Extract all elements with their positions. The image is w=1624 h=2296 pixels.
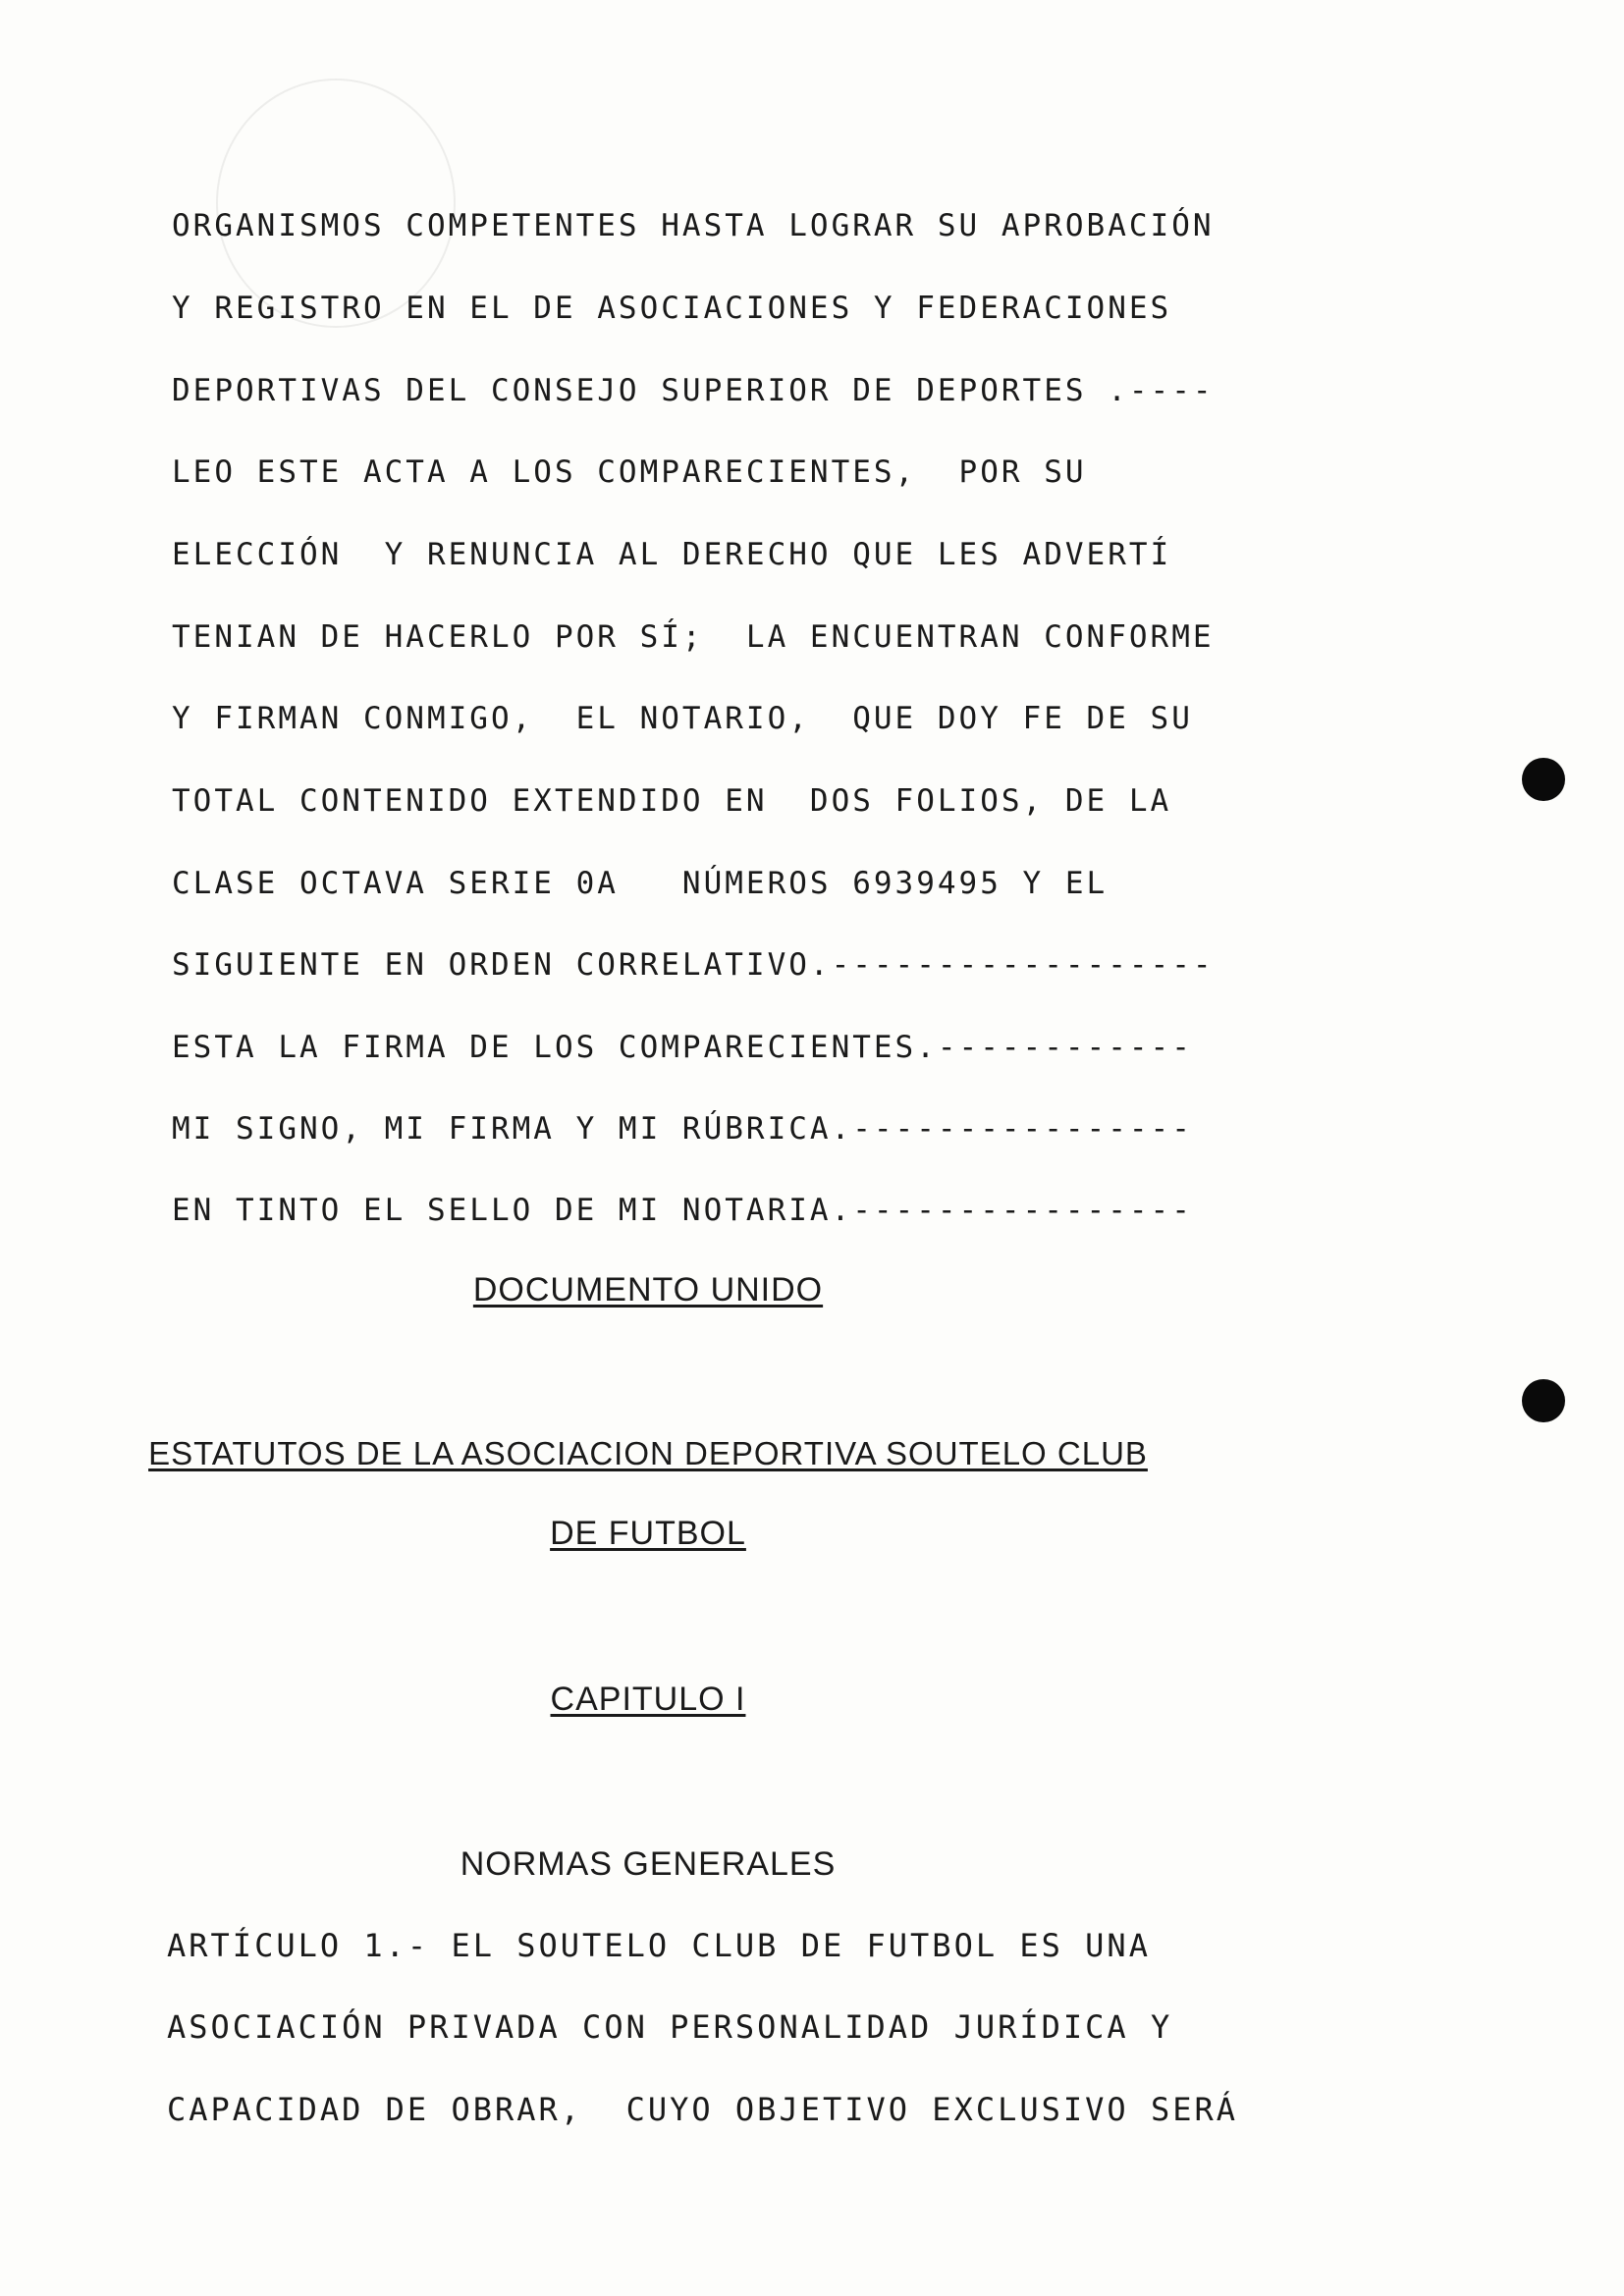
body-line: ESTA LA FIRMA DE LOS COMPARECIENTES.------------ [172, 1030, 1193, 1065]
section-heading: NORMAS GENERALES [460, 1845, 837, 1883]
documento-unido-heading: DOCUMENTO UNIDO [472, 1271, 824, 1308]
body-line: CLASE OCTAVA SERIE 0A NÚMEROS 6939495 Y EL [172, 866, 1109, 901]
article-line: ARTÍCULO 1.- EL SOUTELO CLUB DE FUTBOL ES UNA [167, 1927, 1151, 1964]
estatutos-title-line-2: DE FUTBOL [550, 1515, 746, 1552]
article-line: CAPACIDAD DE OBRAR, CUYO OBJETIVO EXCLUSIVO SERÁ [167, 2091, 1239, 2128]
body-line: TENIAN DE HACERLO POR SÍ; LA ENCUENTRAN CONFORME [172, 619, 1215, 655]
body-line: ELECCIÓN Y RENUNCIA AL DERECHO QUE LES ADVERTÍ [172, 537, 1172, 572]
punch-hole [1522, 1379, 1565, 1422]
body-line: SIGUIENTE EN ORDEN CORRELATIVO.------------------ [172, 947, 1215, 983]
chapter-heading: CAPITULO I [550, 1681, 746, 1718]
body-line: TOTAL CONTENIDO EXTENDIDO EN DOS FOLIOS, DE LA [172, 783, 1172, 819]
body-line: Y FIRMAN CONMIGO, EL NOTARIO, QUE DOY FE DE SU [172, 701, 1193, 736]
estatutos-title-line-1: ESTATUTOS DE LA ASOCIACION DEPORTIVA SOUTELO CLUB [148, 1435, 1148, 1471]
body-line: MI SIGNO, MI FIRMA Y MI RÚBRICA.---------------- [172, 1111, 1193, 1147]
article-line: ASOCIACIÓN PRIVADA CON PERSONALIDAD JURÍDICA Y [167, 2008, 1173, 2046]
body-line: Y REGISTRO EN EL DE ASOCIACIONES Y FEDERACIONES [172, 291, 1172, 326]
body-line: LEO ESTE ACTA A LOS COMPARECIENTES, POR SU [172, 454, 1087, 490]
punch-hole [1522, 758, 1565, 801]
body-line: ORGANISMOS COMPETENTES HASTA LOGRAR SU APROBACIÓN [172, 208, 1215, 243]
body-line: DEPORTIVAS DEL CONSEJO SUPERIOR DE DEPORTES .---- [172, 373, 1215, 408]
body-line: EN TINTO EL SELLO DE MI NOTARIA.---------------- [172, 1193, 1193, 1228]
